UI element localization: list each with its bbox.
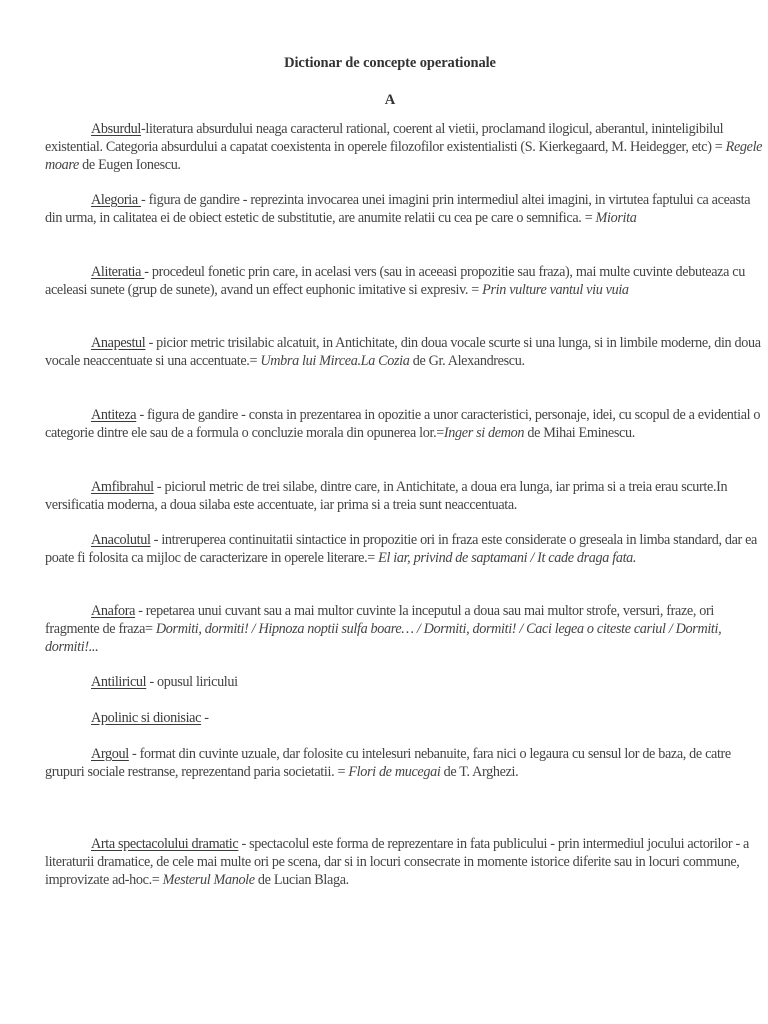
entry-argoul (45, 746, 763, 782)
entry-term: Absurdul (91, 121, 142, 137)
entry-aliteratia (45, 264, 763, 300)
entry-definition: - format din cuvinte uzuale, dar folosite cu intelesuri nebanuite, fara nici o legaura cu sensul lor de baza, de catre grupuri sociale restranse, reprezentand paria societatii. = (45, 746, 731, 780)
entry-anapestul (45, 335, 763, 371)
entry-suffix: de Lucian Blaga. (254, 871, 349, 888)
entry-antiliricul (45, 674, 763, 692)
entry-anafora (45, 603, 763, 656)
entry-absurdul (45, 121, 763, 174)
entry-definition: - picior metric trisilabic alcatuit, in Antichitate, din doua vocale scurte si una lunga, si in limbile moderne, din doua vocale neaccentuate si una accentuate.= (45, 335, 761, 369)
entry-definition: - spectacolul este forma de reprezentare in fata publicului - prin intermediul jocului actorilor - a literaturii dramatice, de cele mai multe ori pe scena, dar si in locuri consecrate in momente istorice diferite sau in locuri commune, improvizate ad-hoc.= (45, 836, 749, 888)
entry-definition: - intreruperea continuitatii sintactice in propozitie ori in fraza este considerate o greseala in limba standard, dar ea poate fi folosita ca mijloc de caracterizare in operele literare.= (45, 532, 757, 566)
entry-arta-spectacolului-dramatic (45, 836, 763, 889)
entry-term: Amfibrahul (91, 479, 154, 495)
entry-term: Argoul (91, 746, 129, 762)
entry-antiteza (45, 407, 763, 443)
entry-definition: - figura de gandire - reprezinta invocarea unei imagini prin intermediul altei imagini, in virtutea faptului ca aceasta din urma, in calitatea ei de obiect estetic de substitutie, are anumite relatii cu cea pe care o semnifica. = (45, 192, 751, 226)
entry-apolinic-si-dionisiac (45, 710, 763, 728)
document-title: Dictionar de concepte operationale (284, 55, 496, 71)
entry-definition: - repetarea unui cuvant sau a mai multor cuvinte la inceputul a doua sau mai multor strofe, versuri, fraze, ori fragmente de fraza= (45, 603, 714, 637)
entry-term: Apolinic si dionisiac (91, 710, 202, 726)
entry-definition: -literatura absurdului neaga caracterul rational, coerent al vietii, proclamand ilogicul, aberantul, ininteligibilul existential. Categoria absurdului a capatat coexistenta in operele filozofilor existentialisti (S. Kierkegaard, M. Heidegger, etc) = (45, 121, 726, 155)
entry-term: Aliteratia (91, 264, 145, 280)
entry-example: Prin vulture vantul viu vuia (482, 281, 629, 298)
entry-term: Antiliricul (91, 674, 147, 690)
entry-definition: - (201, 710, 209, 726)
entry-anacolutul (45, 532, 763, 568)
entry-term: Arta spectacolului dramatic (91, 836, 239, 852)
entry-term: Anapestul (91, 335, 146, 351)
entry-suffix: de Eugen Ionescu. (78, 156, 181, 173)
entry-alegoria (45, 192, 763, 228)
entry-term: Anafora (91, 603, 136, 619)
entry-example: Regele moare (45, 138, 763, 173)
entry-example: Umbra lui Mircea.La Cozia (260, 352, 410, 369)
entry-definition: - piciorul metric de trei silabe, dintre care, in Antichitate, a doua era lunga, iar prima si a treia erau scurte.In versificatia moderna, a doua silaba este accentuate, iar prima si a treia sunt neaccentuata. (45, 479, 728, 513)
entry-example: Flori de mucegai (348, 763, 441, 780)
entry-definition: - procedeul fonetic prin care, in acelasi vers (sau in aceeasi propozitie sau fraza), mai multe cuvinte debuteaza cu aceleasi sunete (grup de sunete), avand un effect euphonic imitative si expresiv. = (45, 264, 745, 298)
entry-suffix: de T. Arghezi. (440, 763, 519, 780)
entry-example: Inger si demon (443, 424, 525, 441)
entry-definition: - figura de gandire - consta in prezentarea in opozitie a unor caracteristici, personaje, idei, cu scopul de a evidential o categorie dintre ele sau de a formula o concluzie morala din opunerea lor.= (45, 407, 761, 441)
entry-suffix: de Mihai Eminescu. (524, 424, 635, 441)
entry-suffix: de Gr. Alexandrescu. (409, 352, 525, 369)
entry-example: Mesterul Manole (162, 871, 255, 888)
entry-amfibrahul (45, 479, 763, 515)
entry-definition: - opusul liricului (146, 674, 238, 690)
entry-term: Alegoria (91, 192, 142, 208)
entry-example: El iar, privind de saptamani / It cade draga fata. (378, 549, 637, 566)
entry-example: Dormiti, dormiti! / Hipnoza noptii sulfa boare… / Dormiti, dormiti! / Caci legea o citeste cariul / Dormiti, dormiti!... (45, 620, 722, 655)
entry-example: Miorita (595, 209, 637, 226)
section-letter-heading: A (384, 92, 396, 108)
entry-term: Antiteza (91, 407, 137, 423)
entry-term: Anacolutul (91, 532, 151, 548)
